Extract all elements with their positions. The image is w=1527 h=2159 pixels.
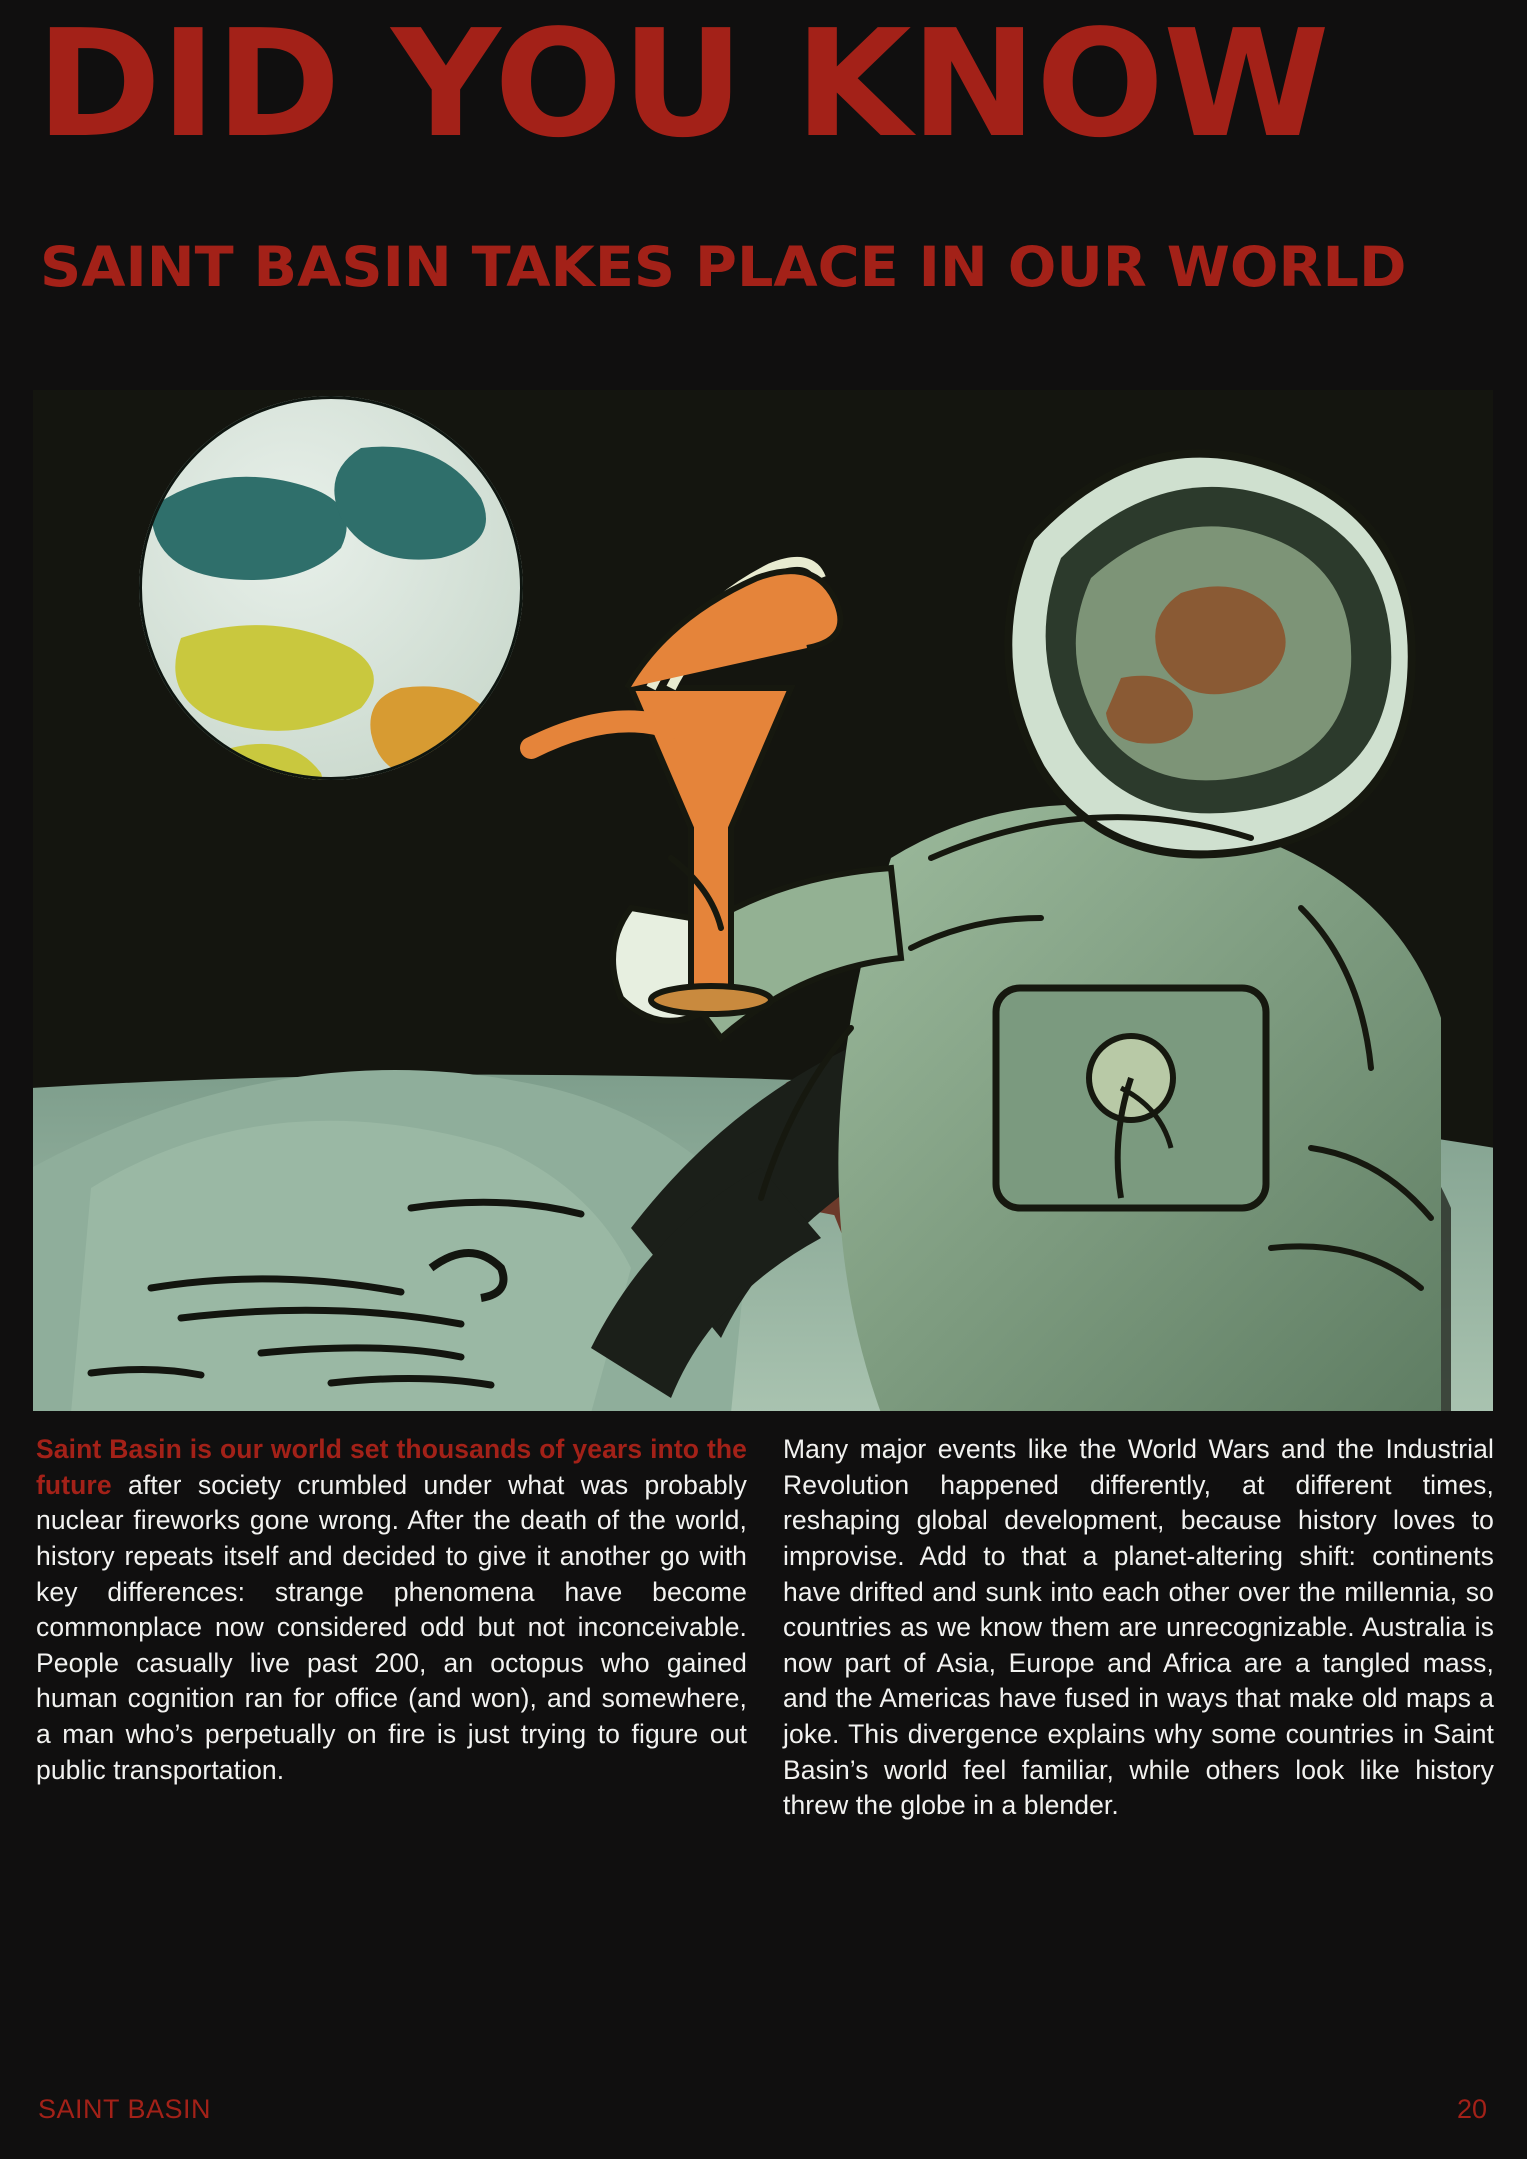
- page-headline: DID YOU KNOW: [36, 0, 1329, 170]
- body-columns: [36, 1432, 1494, 1824]
- footer-publication-title: SAINT BASIN: [38, 2094, 212, 2124]
- lead-sentence: Saint Basin is our world set thousands of years into the future: [36, 1434, 747, 1500]
- page-subheadline: SAINT BASIN TAKES PLACE IN OUR WORLD: [40, 235, 1407, 299]
- footer-page-number: 20: [1456, 2094, 1487, 2124]
- body-column-right: [783, 1432, 1494, 1824]
- body-column-left: [36, 1432, 747, 1824]
- illustration-astronaut-on-moon: [31, 388, 1495, 1413]
- illustration-svg: [31, 388, 1495, 1413]
- right-column-text: Many major events like the World Wars and the Industrial Revolution happened differently, at different times, reshaping global development, because history loves to improvise. Add to that a planet-altering shift: continents have drifted and sunk into each other over the millennia, so countries as we know them are unrecognizable. Australia is now part of Asia, Europe and Africa are a tangled mass, and the Americas have fused in ways that make old maps a joke. This divergence explains why some countries in Saint Basin’s world feel familiar, while others look like history threw the globe in a blender.: [783, 1434, 1494, 1821]
- left-column-text: after society crumbled under what was probably nuclear fireworks gone wrong. After the death of the world, history repeats itself and decided to give it another go with key differences: strange phenomena have become commonplace now considered odd but not inconceivable. People casually live past 200, an octopus who gained human cognition ran for office (and won), and somewhere, a man who’s perpetually on fire is just trying to figure out public transportation.: [36, 1469, 747, 1785]
